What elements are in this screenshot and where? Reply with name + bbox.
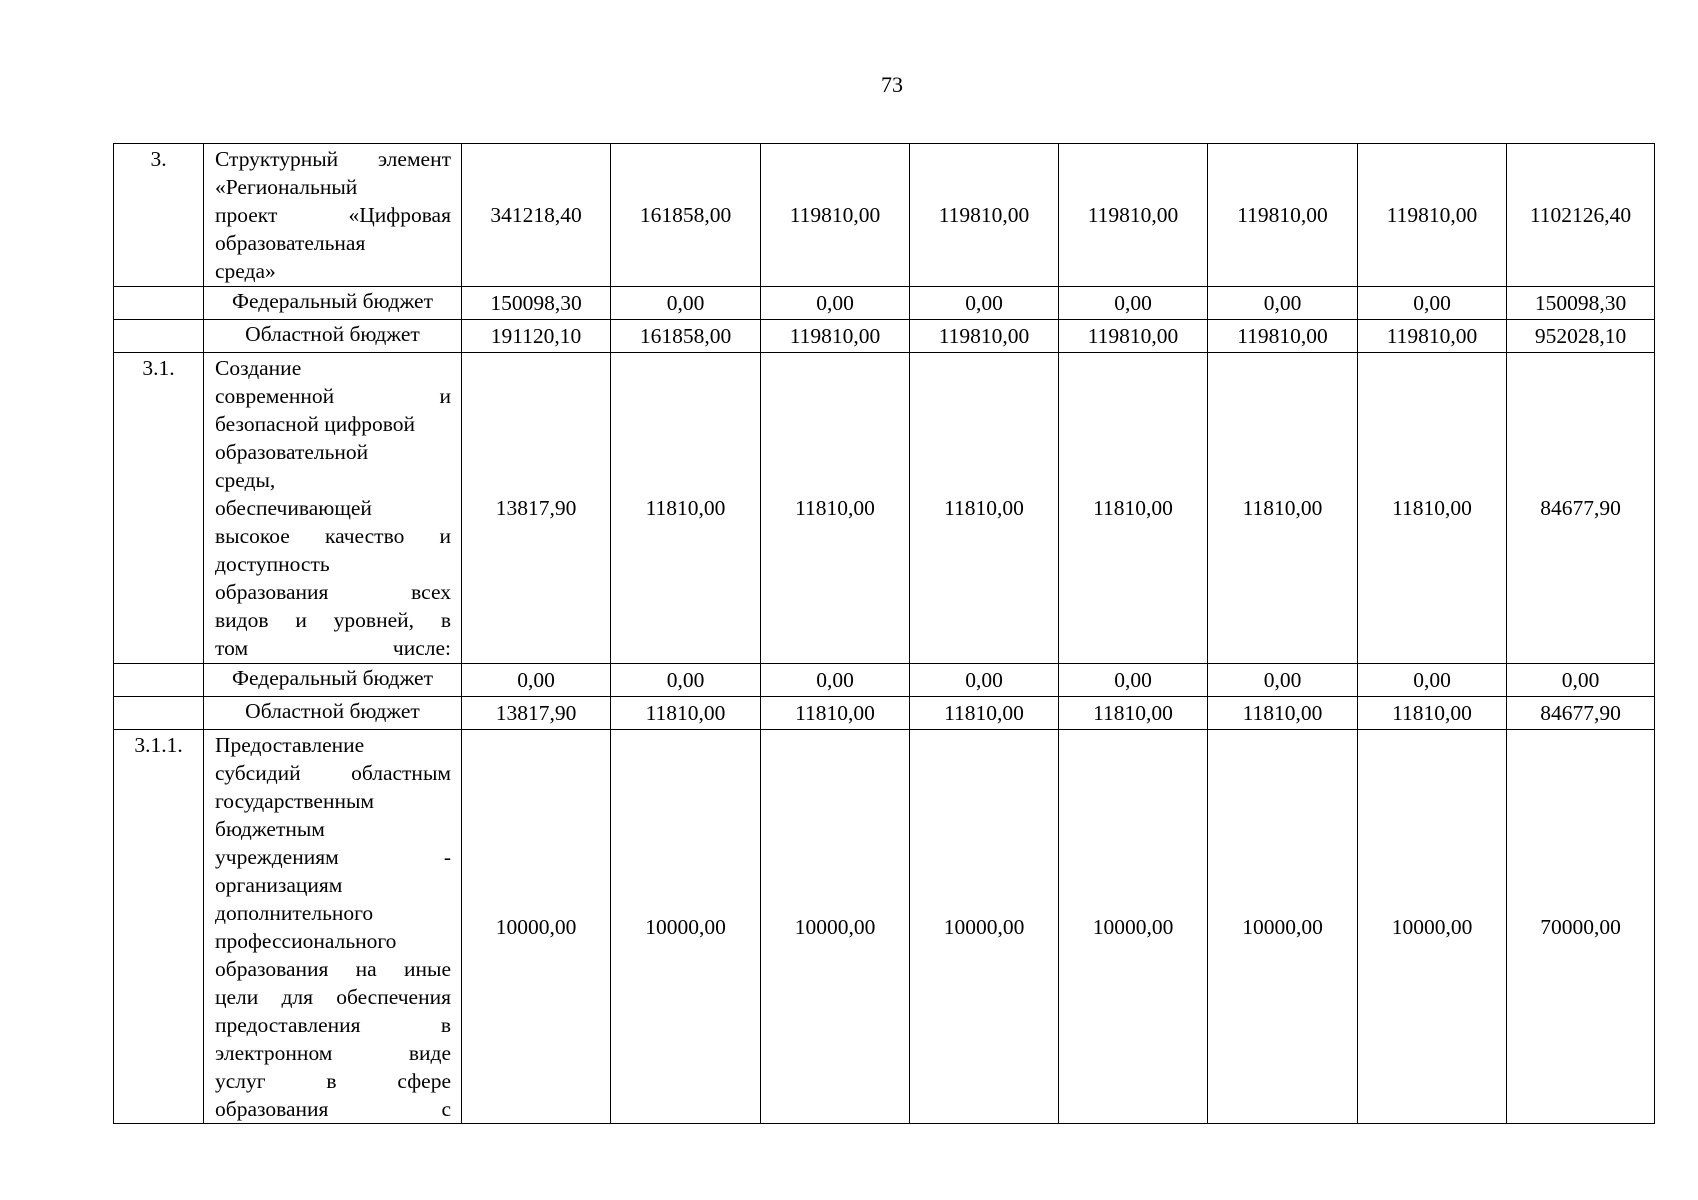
year-value-cell: 11810,00 [761, 697, 910, 730]
year-value-cell: 119810,00 [1059, 320, 1208, 353]
row-number-cell: 3.1. [114, 353, 204, 664]
row-name-cell [204, 353, 462, 664]
year-value-cell: 161858,00 [611, 320, 761, 353]
row-name-line: образования с [215, 1097, 451, 1121]
year-value-cell: 119810,00 [1208, 320, 1358, 353]
row-name-cell [204, 144, 462, 287]
year-value-cell: 10000,00 [1208, 730, 1358, 1124]
row-number-cell: 3. [114, 144, 204, 287]
year-value-cell: 11810,00 [611, 353, 761, 664]
row-number-cell: 3.1.1. [114, 730, 204, 1124]
row-name-line: высокое качество и [215, 524, 451, 548]
row-name-line: дополнительного [215, 901, 374, 925]
year-value-cell: 119810,00 [1358, 320, 1507, 353]
row-name-cell: Областной бюджет [204, 697, 462, 730]
total-value-cell: 1102126,40 [1507, 144, 1655, 287]
year-value-cell: 10000,00 [761, 730, 910, 1124]
table-body [114, 144, 1655, 1124]
year-value-cell: 161858,00 [611, 144, 761, 287]
total-value-cell: 0,00 [1507, 664, 1655, 697]
year-value-cell: 119810,00 [910, 144, 1059, 287]
year-value-cell: 10000,00 [1059, 730, 1208, 1124]
year-value-cell: 119810,00 [1059, 144, 1208, 287]
year-value-cell: 119810,00 [1208, 144, 1358, 287]
row-name-line: среда» [215, 259, 276, 283]
year-value-cell: 13817,90 [462, 353, 611, 664]
row-name-line: Структурный элемент [215, 147, 451, 171]
total-value-cell: 84677,90 [1507, 353, 1655, 664]
year-value-cell: 10000,00 [1358, 730, 1507, 1124]
row-name-line: среды, [215, 468, 276, 492]
budget-table [113, 143, 1655, 1124]
row-name-line: субсидий областным [215, 761, 451, 785]
row-name-line: государственным [215, 789, 375, 813]
year-value-cell: 0,00 [462, 664, 611, 697]
year-value-cell: 11810,00 [1208, 697, 1358, 730]
row-name-line: образования всех [215, 580, 451, 604]
row-name-cell: Областной бюджет [204, 320, 462, 353]
row-name-line: образования на иные [215, 957, 451, 981]
year-value-cell: 11810,00 [1208, 353, 1358, 664]
year-value-cell: 11810,00 [910, 697, 1059, 730]
year-value-cell: 11810,00 [1059, 697, 1208, 730]
table-row [114, 664, 1655, 697]
year-value-cell: 119810,00 [761, 320, 910, 353]
row-number-cell [114, 287, 204, 320]
year-value-cell: 191120,10 [462, 320, 611, 353]
row-name-line: видов и уровней, в [215, 608, 451, 632]
row-name-line: Создание [215, 356, 302, 380]
total-value-cell: 70000,00 [1507, 730, 1655, 1124]
row-number-cell [114, 320, 204, 353]
row-name-line: цели для обеспечения [215, 985, 451, 1009]
year-value-cell: 150098,30 [462, 287, 611, 320]
year-value-cell: 119810,00 [1358, 144, 1507, 287]
row-name-line: образовательной [215, 440, 369, 464]
year-value-cell: 11810,00 [1358, 697, 1507, 730]
year-value-cell: 0,00 [1358, 664, 1507, 697]
year-value-cell: 0,00 [910, 287, 1059, 320]
row-name-line: бюджетным [215, 817, 325, 841]
row-name-line: безопасной цифровой [215, 412, 416, 436]
year-value-cell: 0,00 [761, 664, 910, 697]
row-name-line: учреждениям - [215, 845, 451, 869]
table-row [114, 144, 1655, 287]
total-value-cell: 150098,30 [1507, 287, 1655, 320]
row-name-line: Предоставление [215, 733, 365, 757]
year-value-cell: 0,00 [611, 664, 761, 697]
year-value-cell: 11810,00 [910, 353, 1059, 664]
year-value-cell: 0,00 [1059, 287, 1208, 320]
year-value-cell: 13817,90 [462, 697, 611, 730]
year-value-cell: 0,00 [1358, 287, 1507, 320]
year-value-cell: 119810,00 [910, 320, 1059, 353]
row-name-line: профессионального [215, 929, 397, 953]
total-value-cell: 952028,10 [1507, 320, 1655, 353]
table-row [114, 353, 1655, 664]
row-name-line: проект «Цифровая [215, 203, 451, 227]
year-value-cell: 11810,00 [1358, 353, 1507, 664]
year-value-cell: 0,00 [611, 287, 761, 320]
table-row [114, 697, 1655, 730]
year-value-cell: 11810,00 [761, 353, 910, 664]
year-value-cell: 0,00 [1208, 287, 1358, 320]
row-number-cell [114, 697, 204, 730]
row-name-line: электронном виде [215, 1041, 451, 1065]
year-value-cell: 10000,00 [611, 730, 761, 1124]
row-name-cell [204, 730, 462, 1124]
row-name-line: обеспечивающей [215, 496, 372, 520]
year-value-cell: 0,00 [1208, 664, 1358, 697]
table-row [114, 287, 1655, 320]
year-value-cell: 10000,00 [462, 730, 611, 1124]
row-number-cell [114, 664, 204, 697]
year-value-cell: 119810,00 [761, 144, 910, 287]
table-row [114, 320, 1655, 353]
year-value-cell: 0,00 [761, 287, 910, 320]
row-name-line: образовательная [215, 231, 366, 255]
page-number: 73 [881, 72, 903, 97]
row-name-line: современной и [215, 384, 451, 408]
year-value-cell: 341218,40 [462, 144, 611, 287]
row-name-cell: Федеральный бюджет [204, 287, 462, 320]
row-name-cell: Федеральный бюджет [204, 664, 462, 697]
row-name-line: том числе: [215, 636, 451, 660]
total-value-cell: 84677,90 [1507, 697, 1655, 730]
year-value-cell: 0,00 [1059, 664, 1208, 697]
year-value-cell: 0,00 [910, 664, 1059, 697]
row-name-line: организациям [215, 873, 343, 897]
row-name-line: предоставления в [215, 1013, 451, 1037]
year-value-cell: 11810,00 [1059, 353, 1208, 664]
row-name-line: «Региональный [215, 175, 358, 199]
row-name-line: услуг в сфере [215, 1069, 451, 1093]
year-value-cell: 10000,00 [910, 730, 1059, 1124]
year-value-cell: 11810,00 [611, 697, 761, 730]
row-name-line: доступность [215, 552, 330, 576]
table-row [114, 730, 1655, 1124]
